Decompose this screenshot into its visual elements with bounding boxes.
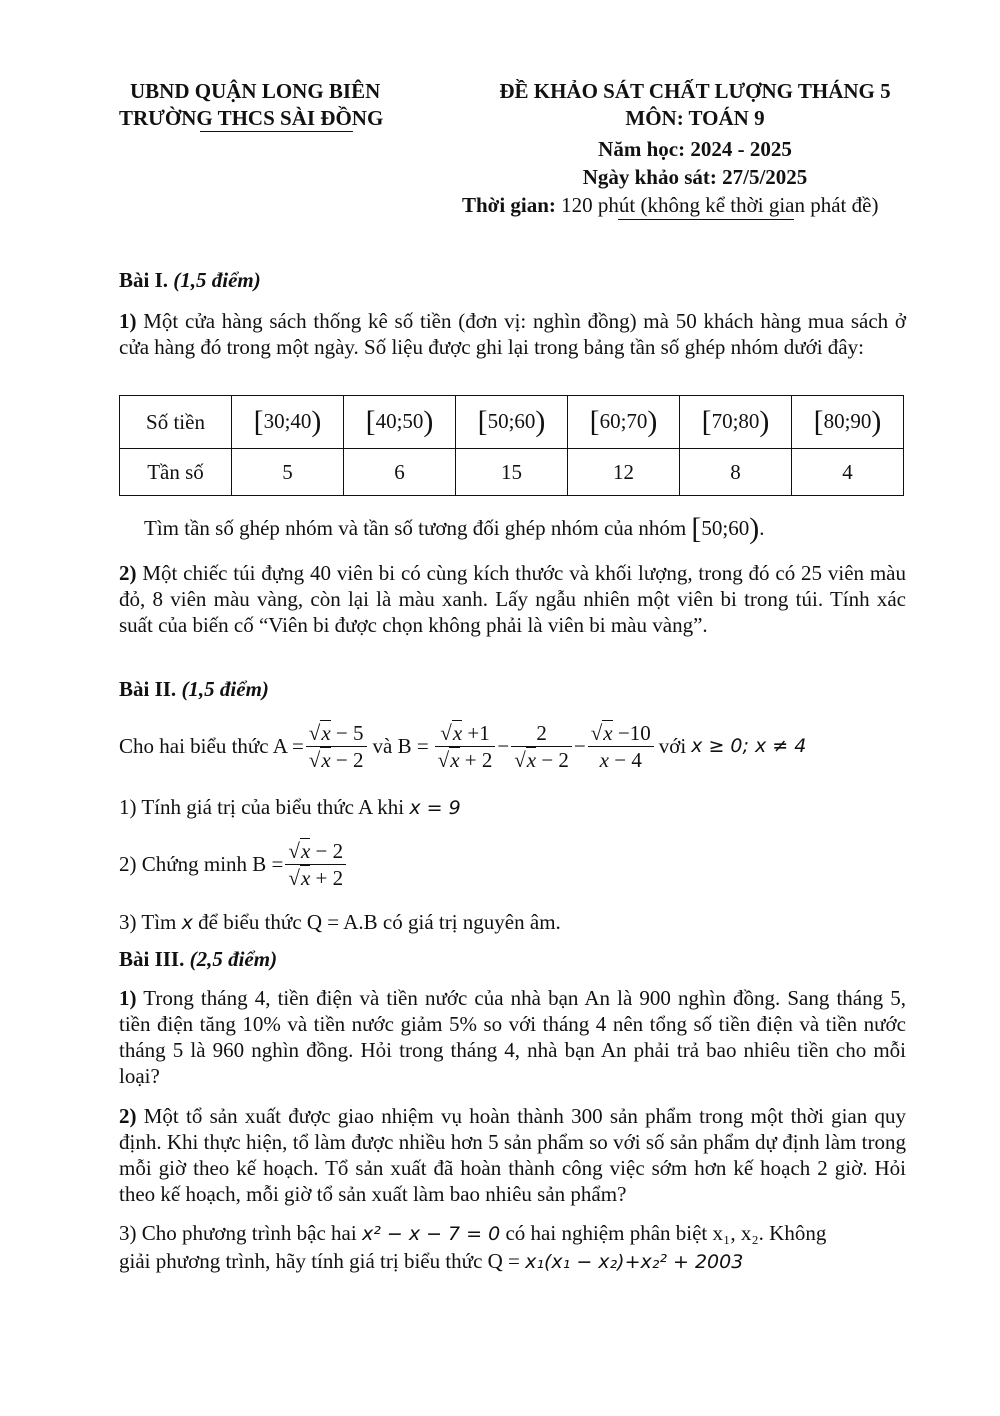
section-3-heading — [119, 947, 277, 972]
table-cell-interval: [80;90) — [792, 396, 904, 449]
q-text: Một chiếc túi đựng 40 viên bi có cùng kích thước và khối lượng, trong đó có 25 viên màu đỏ, 8 viên màu vàng, còn lại là màu xanh. Lấy ngẫu nhiên một viên bi trong túi. Tính xác suất của biến cố “Viên bi được chọn không phải là viên bi màu vàng”. — [119, 561, 906, 637]
school-name: TRƯỜNG THCS SÀI ĐỒNG — [119, 106, 384, 130]
q-label: 2) — [119, 1104, 137, 1128]
q-label: 2) — [119, 561, 137, 585]
section-2-points: (1,5 điểm) — [176, 677, 269, 701]
section-1-points: (1,5 điểm) — [168, 268, 261, 292]
table-cell-interval: [70;80) — [680, 396, 792, 449]
expression-b-term-3: $\frac{√x -10}{x - 4}$ — [588, 721, 654, 772]
condition-prefix: với — [658, 733, 687, 758]
section-3-points: (2,5 điểm) — [184, 947, 278, 971]
section-1-task: Tìm tần số ghép nhóm và tần số tương đối ghép nhóm của nhóm [50;60). — [144, 512, 765, 545]
section-2-question-1: 1) Tính giá trị của biểu thức A khi x = 9 — [119, 795, 461, 819]
section-1-question-1 — [119, 308, 906, 360]
section-3-question-3-line-1: 3) Cho phương trình bậc hai x² − x − 7 = 0 có hai nghiệm phân biệt x₁, x₂. Không — [119, 1221, 827, 1245]
subject: MÔN: TOÁN 9 — [625, 106, 765, 130]
intro-text: Cho hai biểu thức A = — [119, 733, 304, 758]
expression-b-result: $\frac{√x - 2}{√x + 2}$ — [285, 839, 346, 890]
table-cell-interval: [30;40) — [232, 396, 344, 449]
task-interval: 50;60 — [701, 516, 750, 540]
section-3-title: Bài III. — [119, 947, 185, 971]
q-text: Trong tháng 4, tiền điện và tiền nước của nhà bạn An là 900 nghìn đồng. Sang tháng 5, tiền điện tăng 10% và tiền nước giảm 5% so với tháng 4 nên tổng số tiền điện và tiền nước tháng 5 là 960 nghìn đồng. Hỏi trong tháng 4, nhà bạn An phải trả bao nhiêu tiền cho mỗi loại? — [119, 986, 906, 1088]
section-2-heading — [119, 677, 269, 702]
expression-q: x₁(x₁ − x₂)+x₂² + 2003 — [525, 1251, 744, 1273]
q-text: Một cửa hàng sách thống kê số tiền (đơn vị: nghìn đồng) mà 50 khách hàng mua sách ở cửa hàng đó trong một ngày. Số liệu được ghi lại trong bảng tần số ghép nhóm dưới đây: — [119, 309, 906, 359]
table-cell-interval: [50;60) — [456, 396, 568, 449]
expression-b-term-2: $\frac{2}{√x - 2}$ — [511, 721, 572, 772]
expression-b-term-1: $\frac{√x +1}{√x + 2}$ — [435, 721, 496, 772]
table-cell-interval: [40;50) — [344, 396, 456, 449]
school-year: Năm học: 2024 - 2025 — [598, 137, 792, 161]
exam-time — [462, 193, 878, 218]
time-underline — [618, 219, 794, 220]
q-label: 1) — [119, 986, 137, 1010]
school-underline — [200, 131, 353, 132]
frequency-table — [119, 395, 904, 496]
task-text: Tìm tần số ghép nhóm và tần số tương đối ghép nhóm của nhóm — [144, 516, 687, 540]
section-2-expressions: Cho hai biểu thức A = $\frac{√x - 5}{√x - 2}$ và B = $\frac{√x +1}{√x + 2}$ − $\frac{2}{√x - 2}$ − $\frac{√x -10}{x - 4}$ với x ≥ 0; x ≠ 4 — [119, 720, 807, 772]
and-text: và B = — [372, 733, 429, 758]
table-row-frequency — [120, 449, 904, 496]
condition: x ≥ 0; x ≠ 4 — [691, 735, 807, 757]
table-cell-frequency: 6 — [344, 449, 456, 496]
table-cell-frequency: 5 — [232, 449, 344, 496]
section-3-question-3-line-2: giải phương trình, hãy tính giá trị biểu thức Q = x₁(x₁ − x₂)+x₂² + 2003 — [119, 1249, 744, 1273]
q-label: 1) — [119, 309, 137, 333]
table-header-amount: Số tiền — [120, 396, 232, 449]
section-2-question-3: 3) Tìm x để biểu thức Q = A.B có giá trị nguyên âm. — [119, 910, 561, 934]
section-2-question-2: 2) Chứng minh B = $\frac{√x - 2}{√x + 2}$ — [119, 834, 348, 894]
table-cell-frequency: 12 — [568, 449, 680, 496]
exam-date: Ngày khảo sát: 27/5/2025 — [582, 165, 808, 189]
section-1-title: Bài I. — [119, 268, 169, 292]
expression-a: $\frac{√x - 5}{√x - 2}$ — [306, 721, 367, 772]
exam-title: ĐỀ KHẢO SÁT CHẤT LƯỢNG THÁNG 5 — [499, 79, 891, 103]
district-name: UBND QUẬN LONG BIÊN — [130, 79, 381, 103]
section-3-question-1 — [119, 985, 906, 1089]
section-1-heading — [119, 268, 261, 293]
time-label: Thời gian: — [462, 193, 556, 217]
q1-math: x = 9 — [409, 797, 461, 819]
table-cell-frequency: 15 — [456, 449, 568, 496]
q-text: Một tổ sản xuất được giao nhiệm vụ hoàn thành 300 sản phẩm trong một thời gian quy định. Khi thực hiện, tổ làm được nhiều hơn 5 sản phẩm so với số sản phẩm dự định làm trong mỗi giờ theo kế hoạch. Tổ sản xuất đã hoàn thành công việc sớm hơn kế hoạch 2 giờ. Hỏi theo kế hoạch, mỗi giờ tổ sản xuất làm bao nhiêu sản phẩm? — [119, 1104, 906, 1206]
table-row-amount — [120, 396, 904, 449]
table-header-frequency: Tần số — [120, 449, 232, 496]
table-cell-frequency: 8 — [680, 449, 792, 496]
section-1-question-2 — [119, 560, 906, 638]
section-2-title: Bài II. — [119, 677, 177, 701]
time-value: 120 phút (không kể thời gian phát đề) — [555, 193, 879, 217]
table-cell-interval: [60;70) — [568, 396, 680, 449]
quadratic-equation: x² − x − 7 = 0 — [361, 1223, 501, 1245]
section-3-question-2 — [119, 1103, 906, 1207]
table-cell-frequency: 4 — [792, 449, 904, 496]
